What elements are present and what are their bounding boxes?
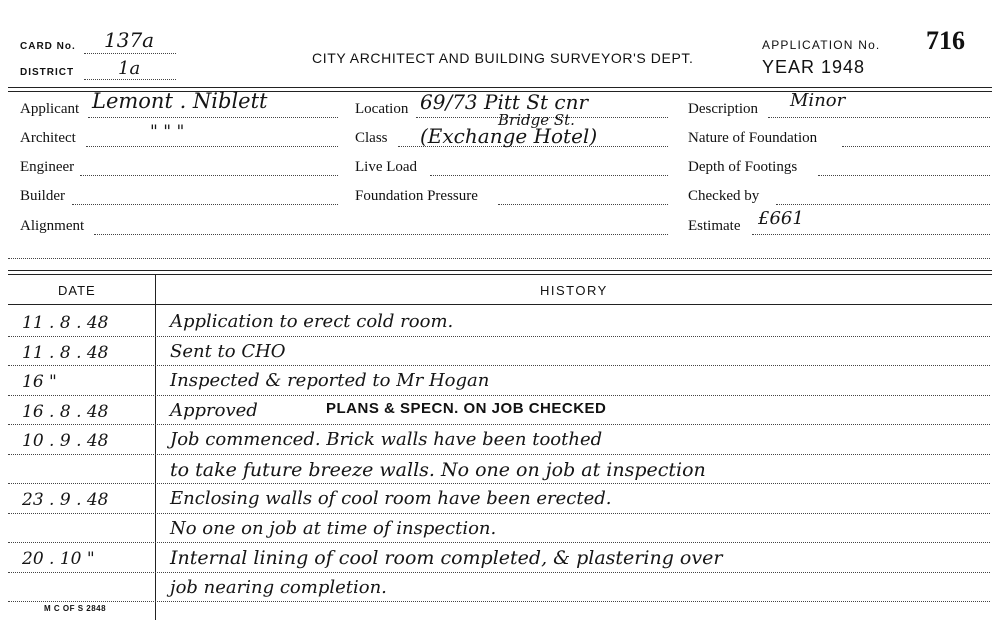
location-value-2: Bridge St. bbox=[498, 111, 575, 129]
live-load-label: Live Load bbox=[355, 159, 418, 175]
alignment-label: Alignment bbox=[20, 218, 85, 234]
form-code: M C OF S 2848 bbox=[44, 604, 107, 613]
foundation-pressure-label: Foundation Pressure bbox=[355, 188, 478, 204]
depth-of-footings-label: Depth of Footings bbox=[688, 159, 798, 175]
district-value: 1a bbox=[118, 58, 141, 79]
row-history-text: Sent to CHO bbox=[170, 340, 286, 362]
row-history-text: Approved bbox=[170, 399, 258, 421]
class-value: (Exchange Hotel) bbox=[420, 124, 598, 148]
row-history-text: No one on job at time of inspection. bbox=[170, 517, 497, 539]
history-column-header: HISTORY bbox=[540, 283, 608, 298]
nature-of-foundation-label: Nature of Foundation bbox=[688, 130, 818, 146]
estimate-value: £661 bbox=[758, 208, 804, 229]
row-date: 16 . 8 . 48 bbox=[22, 401, 109, 422]
applicant-label: Applicant bbox=[20, 101, 80, 117]
row-history-text: Inspected & reported to Mr Hogan bbox=[170, 370, 490, 391]
row-date: 23 . 9 . 48 bbox=[22, 490, 109, 510]
row-date: 16 " bbox=[22, 372, 57, 392]
row-history-text: Application to erect cold room. bbox=[170, 311, 454, 332]
card-no-value: 137a bbox=[104, 28, 155, 52]
application-label: APPLICATION No. bbox=[762, 38, 881, 52]
date-column-header: DATE bbox=[58, 283, 96, 298]
description-value: Minor bbox=[790, 90, 846, 111]
row-date: 10 . 9 . 48 bbox=[22, 431, 109, 451]
card-no-label: CARD No. bbox=[20, 41, 76, 52]
row-date: 11 . 8 . 48 bbox=[22, 342, 109, 363]
row-date: 20 . 10 " bbox=[22, 549, 95, 569]
applicant-value: Lemont . Niblett bbox=[92, 89, 268, 113]
architect-value: " " " bbox=[150, 122, 185, 142]
row-history-text: Job commenced. Brick walls have been toothed bbox=[170, 429, 603, 450]
class-label: Class bbox=[355, 130, 388, 146]
row-history-text: to take future breeze walls. No one on job at inspection bbox=[170, 458, 706, 481]
description-label: Description bbox=[688, 101, 758, 117]
plans-checked-stamp: PLANS & SPECN. ON JOB CHECKED bbox=[326, 400, 607, 417]
row-date: 11 . 8 . 48 bbox=[22, 313, 109, 333]
row-history-text: job nearing completion. bbox=[170, 576, 387, 598]
district-label: DISTRICT bbox=[20, 67, 75, 78]
year-label: YEAR 1948 bbox=[762, 57, 866, 77]
checked-by-label: Checked by bbox=[688, 188, 760, 204]
department-title: CITY ARCHITECT AND BUILDING SURVEYOR'S DEPT. bbox=[312, 50, 694, 66]
estimate-label: Estimate bbox=[688, 218, 741, 234]
location-label: Location bbox=[355, 101, 409, 117]
engineer-label: Engineer bbox=[20, 159, 75, 175]
row-history-text: Internal lining of cool room completed, & plastering over bbox=[170, 547, 723, 569]
application-number: 716 bbox=[926, 26, 965, 55]
location-value: 69/73 Pitt St cnr bbox=[420, 90, 589, 114]
architect-label: Architect bbox=[20, 130, 76, 146]
builder-label: Builder bbox=[20, 188, 65, 204]
row-history-text: Enclosing walls of cool room have been erected. bbox=[170, 488, 612, 509]
